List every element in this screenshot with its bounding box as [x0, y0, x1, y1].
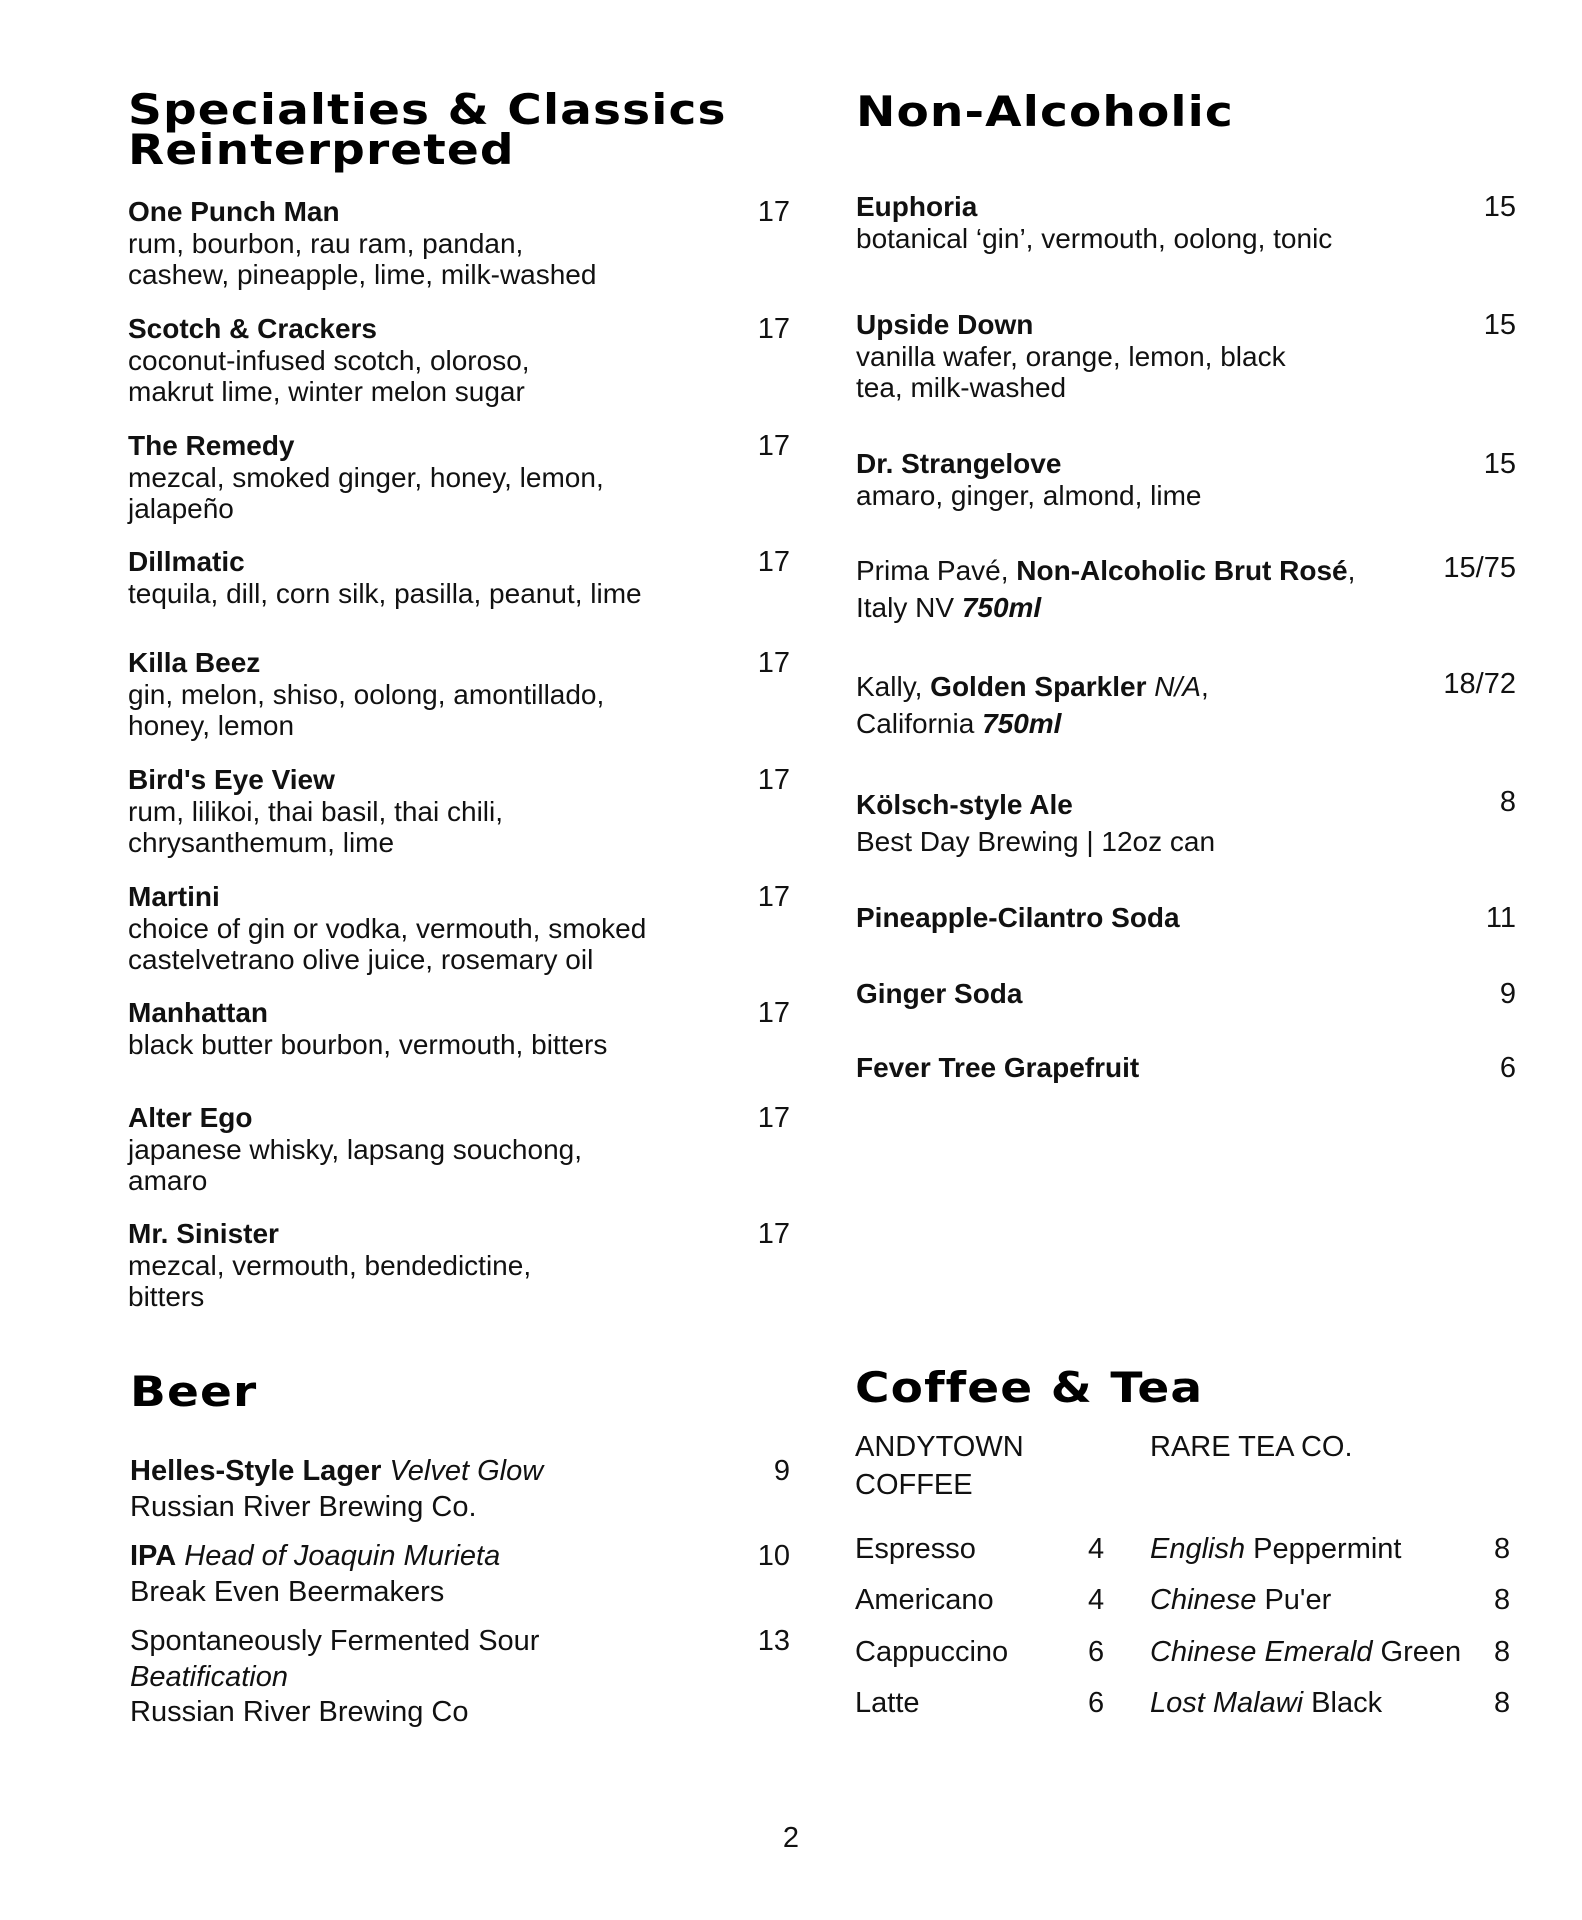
non-alcoholic-title: Non-Alcoholic: [856, 87, 1234, 136]
beer-name: Velvet Glow: [381, 1455, 544, 1487]
item-price: 15: [1483, 191, 1516, 223]
beer-style: Spontaneously Fermented Sour: [130, 1625, 540, 1657]
item-name: Kölsch-style Ale: [856, 789, 1073, 820]
tea-price: 8: [1494, 1533, 1511, 1565]
beer-style: Helles-Style Lager: [130, 1455, 382, 1487]
item-desc: rum, lilikoi, thai basil, thai chili,: [128, 796, 504, 827]
menu-item: [128, 881, 790, 975]
wine-size: 750ml: [982, 708, 1062, 739]
item-name: Martini: [128, 881, 220, 912]
item-name: Scotch & Crackers: [128, 313, 378, 344]
beer-brewer: Russian River Brewing Co.: [130, 1491, 477, 1523]
item-desc: mezcal, vermouth, bendedictine,: [128, 1250, 532, 1281]
item-name: Fever Tree Grapefruit: [856, 1052, 1140, 1083]
item-name: Dillmatic: [128, 546, 245, 577]
item-desc: castelvetrano olive juice, rosemary oil: [128, 944, 594, 975]
menu-item: [128, 764, 790, 858]
item-desc: coconut-infused scotch, oloroso,: [128, 345, 530, 376]
item-price: 17: [757, 430, 790, 462]
menu-item: [856, 1052, 1516, 1084]
menu-item: [856, 902, 1516, 934]
menu-item: [128, 647, 790, 741]
tea-name: Chinese Pu'er: [1150, 1584, 1332, 1616]
item-name: One Punch Man: [128, 196, 340, 227]
item-price: 9: [773, 1455, 790, 1487]
tea-name: Chinese Emerald Green: [1150, 1636, 1462, 1668]
item-desc: chrysanthemum, lime: [128, 827, 395, 858]
item-name: Pineapple-Cilantro Soda: [856, 902, 1180, 933]
item-name: The Remedy: [128, 430, 295, 461]
beer-item: [130, 1452, 790, 1524]
item-desc: Best Day Brewing | 12oz can: [856, 826, 1216, 857]
coffee-price: 4: [1088, 1584, 1105, 1616]
item-desc: tea, milk-washed: [856, 372, 1067, 403]
wine-size: 750ml: [961, 592, 1042, 623]
beer-item: [130, 1622, 790, 1730]
menu-item: [856, 448, 1516, 511]
wine-producer: Kally,: [856, 671, 931, 702]
coffee-name: Espresso: [855, 1533, 976, 1565]
coffee-price: 4: [1088, 1533, 1105, 1565]
item-name: Upside Down: [856, 309, 1034, 340]
item-desc: rum, bourbon, rau ram, pandan,: [128, 228, 524, 259]
wine-style: N/A: [1146, 671, 1201, 702]
beer-name: Beatification: [130, 1661, 288, 1693]
wine-producer: Prima Pavé,: [856, 555, 1017, 586]
beer-section: [130, 1367, 792, 1416]
item-price: 17: [757, 1218, 790, 1250]
item-desc: honey, lemon: [128, 710, 295, 741]
item-name: Dr. Strangelove: [856, 448, 1062, 479]
item-name: Killa Beez: [128, 647, 261, 678]
item-desc: tequila, dill, corn silk, pasilla, peanut, lime: [128, 578, 642, 609]
item-price: 17: [757, 313, 790, 345]
beer-style: IPA: [130, 1540, 177, 1572]
item-desc: black butter bourbon, vermouth, bitters: [128, 1029, 608, 1060]
item-price: 10: [757, 1540, 790, 1572]
item-name: Ginger Soda: [856, 978, 1023, 1009]
item-desc: gin, melon, shiso, oolong, amontillado,: [128, 679, 605, 710]
beer-name: Head of Joaquin Murieta: [176, 1540, 501, 1572]
item-name: Mr. Sinister: [128, 1218, 279, 1249]
item-desc: mezcal, smoked ginger, honey, lemon,: [128, 462, 604, 493]
item-name: Euphoria: [856, 191, 978, 222]
item-price: 17: [757, 647, 790, 679]
page-number: 2: [782, 1822, 800, 1854]
item-desc: bitters: [128, 1281, 205, 1312]
coffee-name: Cappuccino: [855, 1636, 1009, 1668]
tea-name: Lost Malawi Black: [1150, 1687, 1383, 1719]
wine-punct: ,: [1347, 555, 1356, 586]
item-desc: botanical ‘gin’, vermouth, oolong, tonic: [856, 223, 1333, 254]
item-price: 15: [1483, 448, 1516, 480]
item-name: Manhattan: [128, 997, 268, 1028]
wine-origin: Italy NV: [856, 592, 962, 623]
item-price: 15: [1483, 309, 1516, 341]
beer-item: [130, 1537, 790, 1609]
coffee-tea-title: Coffee & Tea: [855, 1363, 1204, 1412]
item-price: 18/72: [1443, 668, 1516, 700]
item-price: 17: [757, 997, 790, 1029]
specialties-title: Specialties & Classics Reinterpreted: [128, 85, 727, 174]
item-desc: choice of gin or vodka, vermouth, smoked: [128, 913, 647, 944]
item-price: 17: [757, 764, 790, 796]
tea-brand: RARE TEA CO.: [1150, 1431, 1353, 1463]
item-desc: cashew, pineapple, lime, milk-washed: [128, 259, 597, 290]
item-price: 9: [1499, 978, 1516, 1010]
item-desc: amaro, ginger, almond, lime: [856, 480, 1202, 511]
menu-item: [128, 430, 790, 524]
item-price: 17: [757, 1102, 790, 1134]
item-price: 13: [757, 1625, 790, 1657]
item-price: 15/75: [1443, 552, 1516, 584]
menu-item: [128, 1102, 790, 1196]
specialties-section: [128, 85, 794, 174]
wine-punct: ,: [1200, 671, 1209, 702]
coffee-price: 6: [1088, 1687, 1105, 1719]
menu-item: [128, 997, 790, 1060]
wine-item-prima: [856, 552, 1516, 626]
coffee-brand: ANDYTOWN COFFEE: [855, 1431, 1024, 1501]
menu-item: [856, 191, 1516, 254]
tea-name: English Peppermint: [1150, 1533, 1402, 1565]
tea-price: 8: [1494, 1687, 1511, 1719]
coffee-price: 6: [1088, 1636, 1105, 1668]
item-price: 11: [1485, 902, 1516, 934]
item-desc: jalapeño: [128, 493, 234, 524]
beer-brewer: Break Even Beermakers: [130, 1576, 445, 1608]
wine-origin: California: [856, 708, 983, 739]
tea-price: 8: [1494, 1636, 1511, 1668]
item-name: Bird's Eye View: [128, 764, 335, 795]
item-desc: vanilla wafer, orange, lemon, black: [856, 341, 1286, 372]
non-alcoholic-section: [856, 87, 1516, 136]
item-price: 8: [1499, 786, 1516, 818]
wine-item-kally: [856, 668, 1516, 742]
menu-item: [856, 786, 1516, 860]
coffee-tea-section: [855, 1363, 1515, 1412]
item-price: 17: [757, 881, 790, 913]
coffee-name: Americano: [855, 1584, 994, 1616]
wine-name: Non-Alcoholic Brut Rosé: [1016, 555, 1348, 586]
tea-price: 8: [1494, 1584, 1511, 1616]
item-desc: amaro: [128, 1165, 208, 1196]
beer-brewer: Russian River Brewing Co: [130, 1696, 469, 1728]
item-name: Alter Ego: [128, 1102, 253, 1133]
beer-title: Beer: [130, 1367, 258, 1416]
menu-item: [128, 1218, 790, 1312]
coffee-name: Latte: [855, 1687, 920, 1719]
menu-item: [128, 546, 790, 609]
item-price: 17: [757, 196, 790, 228]
item-desc: makrut lime, winter melon sugar: [128, 376, 525, 407]
item-desc: japanese whisky, lapsang souchong,: [128, 1134, 583, 1165]
item-price: 17: [757, 546, 790, 578]
menu-item: [128, 196, 790, 290]
item-price: 6: [1499, 1052, 1516, 1084]
menu-item: [856, 309, 1516, 403]
menu-item: [128, 313, 790, 407]
menu-item: [856, 978, 1516, 1010]
wine-name: Golden Sparkler: [930, 671, 1147, 702]
